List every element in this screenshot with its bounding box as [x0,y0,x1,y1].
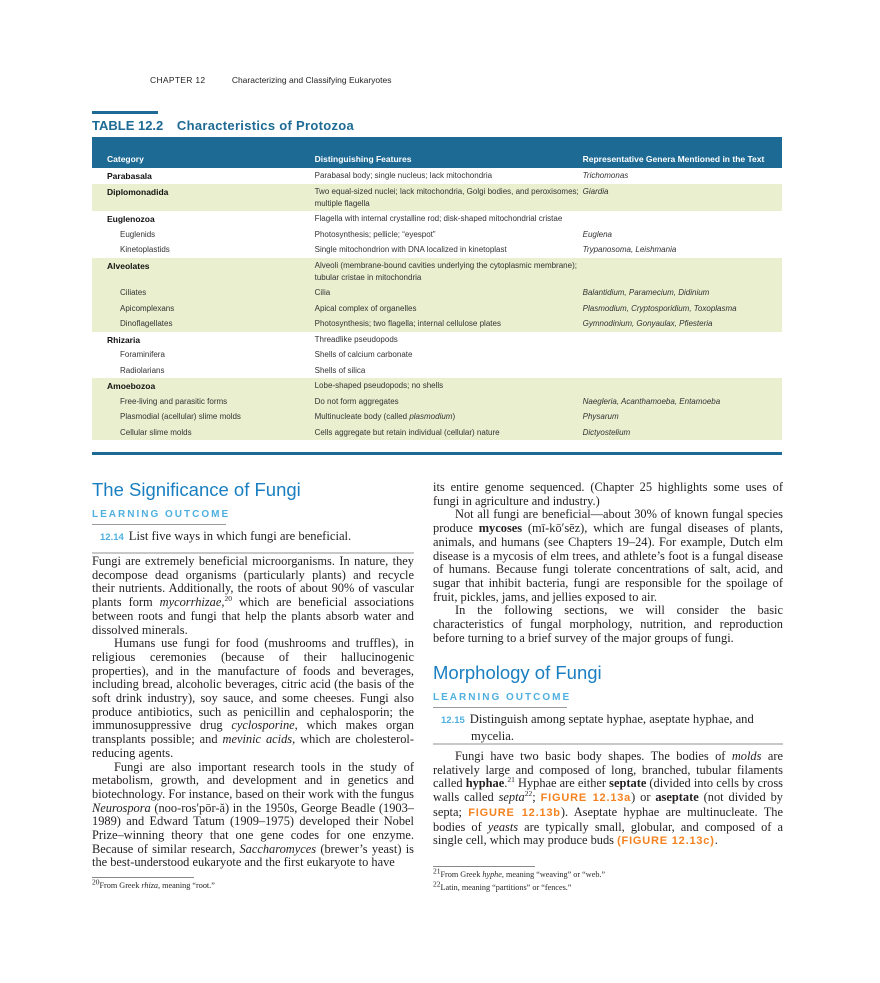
text-run: which makes organ transplants possible; and [92,718,415,747]
text-run: Multinucleate body (called [314,412,410,421]
text-run: Latin, meaning “partitions” or “fences.” [440,883,572,892]
paragraph [433,750,783,849]
header-genera: Representative Genera Mentioned in the Text [583,137,782,168]
features-cell [315,242,583,258]
text-run: (not divided by septa; [433,790,783,819]
paragraph [433,481,783,508]
text-run: Not all fungi are beneficial—about 30% of known fungal species produce [433,507,783,536]
footnote-marker: 20 [224,593,232,603]
learning-objective [100,529,410,546]
category-cell: Kinetoplastids [120,245,170,254]
category-cell: Foraminifera [120,350,165,359]
features-cell [315,301,583,317]
genera-cell: Plasmodium, Cryptosporidium, Toxoplasma [583,301,782,317]
text-run: ; [532,790,541,805]
italic-text: yeasts [487,819,519,834]
genera-cell [583,347,782,363]
features-cell [315,394,583,410]
text-run: Cells aggregate but retain individual (cellular) nature [314,427,500,437]
text-run: Do not form aggregates [314,396,399,406]
category-cell: Alveolates [92,258,315,286]
table-row [92,301,782,317]
features-cell [315,363,583,379]
text-run: In the following sections, we will consider the basic characteristics of fungal morphology, nutrition, and reproduction before turning to a brief survey of the major groups of fungi. [433,603,783,645]
text-run: . [504,776,508,791]
text-run: (brewer’s yeast) is the best-understood eukaryote and the first eukaryote to have [92,841,414,870]
table-row [92,425,782,441]
header-features: Distinguishing Features [315,137,583,168]
category-cell: Euglenozoa [107,214,155,224]
text-run: ) [452,412,456,421]
genera-cell [583,378,782,394]
text-run: Two equal-sized nuclei; lack mitochondria, Golgi bodies, and peroxisomes; multiple flagella [314,186,579,208]
features-cell [315,425,583,441]
text-run: Fungi have two basic body shapes. The bodies of [455,749,732,763]
category-cell: Diplomonadida [92,184,315,212]
text-run: From Greek [99,881,142,890]
category-cell: Dinoflagellates [92,316,315,332]
running-head [150,75,392,85]
text-run: are relatively large and composed of long, branched, tubular filaments called [433,749,783,791]
table-row [92,242,782,258]
footnote-20 [92,877,414,892]
genera-cell [583,332,782,348]
text-run: Fungi are extremely beneficial microorganisms. In nature, they decompose dead organisms (particularly plants) and recycle their nutrients. Additionally, the roots of about 90% of vascular plants form [92,554,414,610]
text-run: Humans use fungi for food (mushrooms and truffles), in religious ceremonies (because of their hallucinogenic properties), and in the manufacture of foods and beverages, including bread, alcoholic beverages, citric acid (the basis of the soft drink industry), soy sauce, and some cheeses. Fungi also produce antibiotics, such as penicillin and cephalosporin; the immunosuppressive drug [92,636,414,733]
category-cell: Apicomplexans [92,301,315,317]
footnote-rule [433,866,535,867]
table-row [92,363,782,379]
text-run: meaning “weaving” or “web.” [503,870,606,879]
genera-cell: Balantidium, Paramecium, Didinium [583,285,782,301]
table-row [92,184,782,212]
italic-text: rhiza, [141,881,161,890]
genera-cell [583,258,782,286]
footnote-21 [433,866,783,881]
table-row [92,409,782,425]
text-run: From Greek [440,870,483,879]
category-cell: Rhizaria [107,334,141,345]
section-heading-significance: The Significance of Fungi [92,479,301,500]
text-run: Hyphae are either [514,776,610,791]
table-caption [92,118,354,133]
genera-cell [583,211,782,227]
italic-text: molds [731,749,762,763]
italic-text: cyclosporine, [231,718,298,733]
chapter-title: Characterizing and Classifying Eukaryotes [231,75,392,85]
text-run: (mī-kō′sēz), which are fungal diseases of plants, animals, and humans (see Chapters 19–24). For example, Dutch elm disease is a mycosis of elm trees, and athlete’s foot is a fungal disease of humans. Because fungi tolerate concentrations of salt, acid, and sugar that inhibit bacteria, fungi are responsible for the spoilage of fruit, pickles, jams, and jellies exposed to air. [433,521,783,604]
text-run: Threadlike pseudopods [314,334,398,344]
footnote-22 [433,879,783,894]
genera-cell: Gymnodinium, Gonyaulax, Pfiesteria [583,316,782,332]
text-run: Fungi are also important research tools in the study of metabolism, growth, and development and in genetics and biotechnology. For instance, based on their work with the fungus [92,759,414,801]
category-cell: Free-living and parasitic forms [92,394,315,410]
italic-text: mevinic acids, [222,732,296,747]
text-run: which are cholesterol-reducing agents. [92,732,414,760]
table-row [92,316,782,332]
genera-cell: Trichomonas [582,171,629,180]
objective-number: 12.15 [441,715,465,726]
objective-text: List five ways in which fungi are beneficial. [128,529,352,543]
objective-text: Distinguish among septate hyphae, aseptate hyphae, and mycelia. [469,712,754,743]
key-term: aseptate [655,790,699,805]
category-cell: Amoebozoa [92,378,315,394]
table-row [92,211,782,227]
table-top-rule [92,111,158,114]
text-run: meaning “root.” [160,881,215,890]
genera-cell [583,363,782,379]
text-run: Single mitochondrion with DNA localized in kinetoplast [314,245,507,254]
footnote-marker: 20 [92,877,100,887]
learning-outcome-rule [92,524,226,525]
table-row [92,258,782,286]
text-run: Apical complex of organelles [314,303,417,313]
body-column-left [92,555,414,870]
text-run: Lobe-shaped pseudopods; no shells [314,381,444,390]
genera-cell: Naegleria, Acanthamoeba, Entamoeba [583,394,782,410]
italic-text: Saccharomyces [239,841,317,856]
objective-number: 12.14 [100,532,124,543]
features-cell [315,168,583,184]
genera-cell: Dictyostelium [583,425,782,441]
features-cell [315,184,583,212]
body-column-right [433,481,783,645]
features-cell [315,378,583,394]
table-row [92,285,782,301]
features-cell [315,347,583,363]
paragraph [92,761,414,871]
text-run: Flagella with internal crystalline rod; disk-shaped mitochondrial cristae [314,214,563,223]
table-number: TABLE 12.2 [92,118,164,133]
footnote-marker: 22 [433,879,441,889]
text-run: which are beneficial associations between roots and fungi that help the plants absorb water and dissolved minerals. [92,595,414,637]
category-cell: Euglenids [120,229,156,239]
text-run: Parabasal body; single nucleus; lack mitochondria [314,171,493,180]
paragraph [92,637,414,760]
text-run: are typically small, globular, and composed of a single cell, which may produce buds [433,819,783,848]
features-cell [315,211,583,227]
footnote-marker: 21 [507,775,515,785]
header-category: Category [92,137,315,168]
features-cell [315,316,583,332]
paragraph [433,604,783,645]
protozoa-table [92,137,782,440]
footnote-marker: 21 [433,866,441,876]
table-row [92,394,782,410]
category-cell: Parabasala [107,171,152,181]
text-run: Alveoli (membrane-bound cavities underlying the cytoplasmic membrane); tubular cristae in mitochondria [314,260,577,282]
genera-cell: Physarum [583,409,782,425]
learning-outcome-label: LEARNING OUTCOME [92,509,231,520]
features-cell [315,332,583,348]
text-run: (divided into cells by cross walls called [433,776,783,805]
paragraph [433,508,783,604]
key-term: mycoses [478,521,523,536]
figure-reference: (FIGURE 12.13c) [617,835,715,848]
category-cell: Cellular slime molds [92,425,315,441]
table-row [92,347,782,363]
features-cell [315,409,583,425]
paragraph [92,555,414,637]
features-cell [315,258,583,286]
genera-cell: Euglena [582,229,612,239]
footnote-marker: 22 [524,788,533,798]
text-run: its entire genome sequenced. (Chapter 25 highlights some uses of fungi in agriculture and industry.) [433,480,783,508]
learning-outcome-label: LEARNING OUTCOME [433,692,572,703]
table-title: Characteristics of Protozoa [176,118,355,133]
body-column-right-2 [433,750,783,849]
figure-reference: FIGURE 12.13a [540,792,632,805]
learning-outcome-rule [433,707,567,708]
italic-text: hyphe, [482,870,504,879]
text-run: . [714,833,718,848]
category-cell: Radiolarians [120,365,165,375]
key-term: hyphae [465,776,505,791]
genera-cell: Giardia [583,184,782,212]
text-run: Shells of silica [314,365,366,375]
table-row [92,227,782,243]
footnote-rule [92,877,194,878]
text-run: Photosynthesis; pellicle; “eyespot” [314,229,436,239]
italic-text: plasmodium [409,412,453,421]
category-cell: Ciliates [92,285,315,301]
text-run: Cilia [314,288,331,297]
features-cell [315,285,583,301]
table-row [92,168,782,184]
text-run: Shells of calcium carbonate [314,350,413,359]
text-run: ). Aseptate hyphae are multinucleate. The bodies of [433,804,784,834]
objective-rule [433,743,783,745]
table-row [92,332,782,348]
section-heading-morphology: Morphology of Fungi [433,662,602,683]
table-bottom-rule [92,452,782,455]
italic-text: septa [498,790,525,805]
chapter-label: CHAPTER 12 [150,75,206,85]
figure-reference: FIGURE 12.13b [468,806,561,819]
key-term: septate [609,776,647,791]
italic-text: mycorrhizae, [159,595,225,610]
features-cell [315,227,583,243]
text-run: (noo-ros′pōr-ă) in the 1950s, George Beadle (1903–1989) and Edward Tatum (1909–1975) developed their Nobel Prize–winning theory that one gene codes for one enzyme. Because of similar research, [92,800,414,856]
genera-cell: Trypanosoma, Leishmania [582,245,677,254]
text-run: Photosynthesis; two flagella; internal cellulose plates [314,319,501,328]
learning-objective [441,712,771,744]
text-run: ) or [631,790,656,805]
italic-text: Neurospora [92,800,151,815]
category-cell: Plasmodial (acellular) slime molds [92,409,315,425]
table-row [92,378,782,394]
